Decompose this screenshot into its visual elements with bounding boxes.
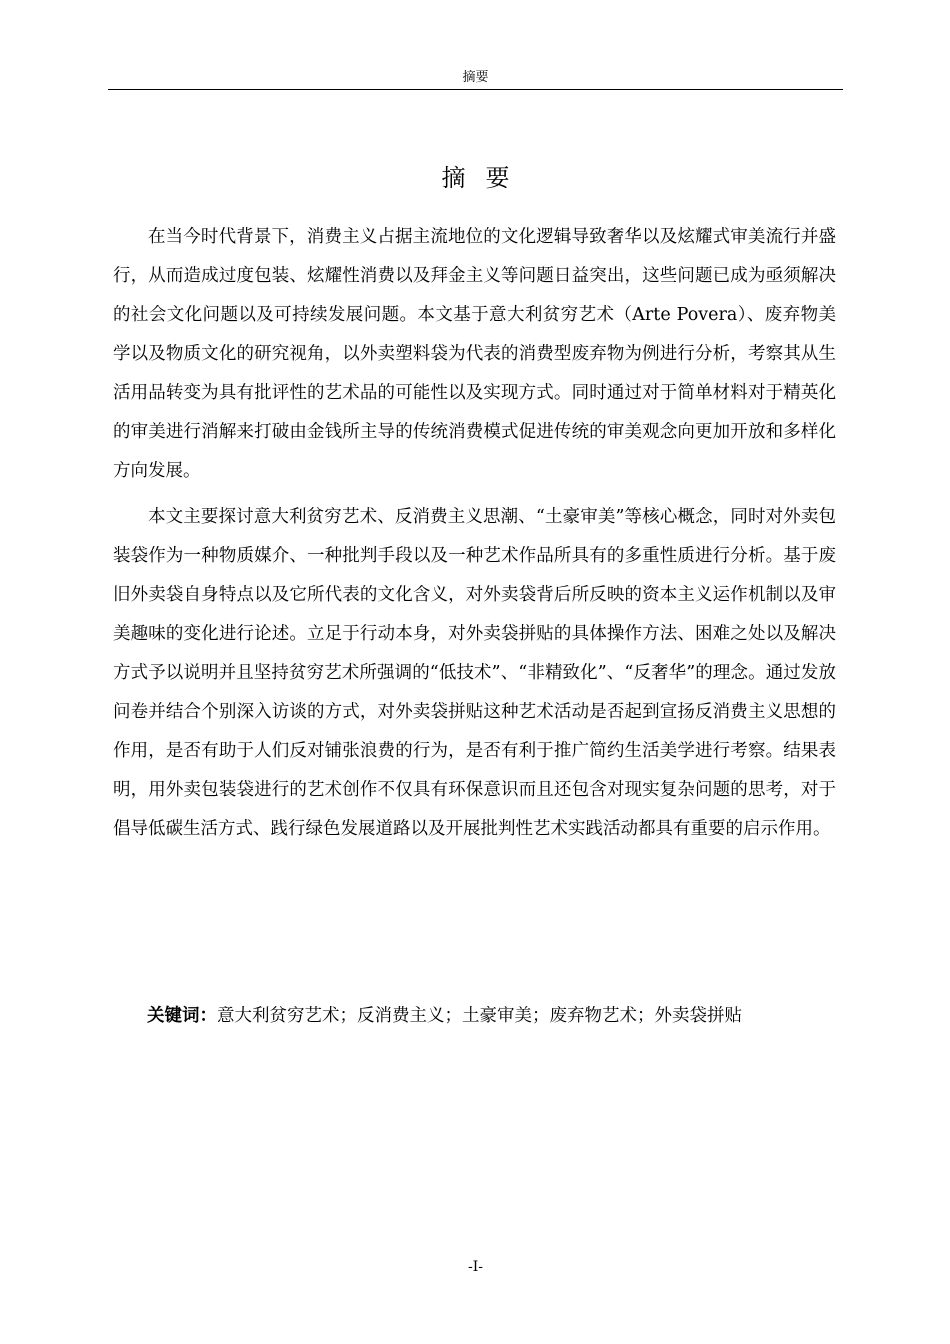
page-number: -I- — [468, 1259, 483, 1275]
abstract-body — [113, 218, 836, 856]
running-header: 摘要 — [462, 70, 489, 85]
abstract-paragraph-2: 本文主要探讨意大利贫穷艺术、反消费主义思潮、“土豪审美”等核心概念，同时对外卖包装袋作为一种物质媒介、一种批判手段以及一种艺术作品所具有的多重性质进行分析。基于废旧外卖袋自身特点以及它所代表的文化含义，对外卖袋背后所反映的资本主义运作机制以及审美趣味的变化进行论述。立足于行动本身，对外卖袋拼贴的具体操作方法、困难之处以及解决方式予以说明并且坚持贫穷艺术所强调的“低技术”、“非精致化”、“反奢华”的理念。通过发放问卷并结合个别深入访谈的方式，对外卖袋拼贴这种艺术活动是否起到宣扬反消费主义思想的作用，是否有助于人们反对铺张浪费的行为，是否有利于推广简约生活美学进行考察。结果表明，用外卖包装袋进行的艺术创作不仅具有环保意识而且还包含对现实复杂问题的思考，对于倡导低碳生活方式、践行绿色发展道路以及开展批判性艺术实践活动都具有重要的启示作用。 — [113, 507, 836, 839]
keywords-label: 关键词： — [147, 1006, 217, 1026]
abstract-paragraph-1: 在当今时代背景下，消费主义占据主流地位的文化逻辑导致奢华以及炫耀式审美流行并盛行，从而造成过度包装、炫耀性消费以及拜金主义等问题日益突出，这些问题已成为亟须解决的社会文化问题以及可持续发展问题。本文基于意大利贫穷艺术（Arte Povera）、废弃物美学以及物质文化的研究视角，以外卖塑料袋为代表的消费型废弃物为例进行分析，考察其从生活用品转变为具有批评性的艺术品的可能性以及实现方式。同时通过对于简单材料对于精英化的审美进行消解来打破由金钱所主导的传统消费模式促进传统的审美观念向更加开放和多样化方向发展。 — [113, 227, 836, 481]
page-title: 摘要 — [441, 164, 530, 192]
keywords-text: 意大利贫穷艺术；反消费主义；土豪审美；废弃物艺术；外卖袋拼贴 — [217, 1006, 742, 1026]
header-rule — [108, 89, 843, 90]
keywords-line — [147, 1000, 847, 1032]
